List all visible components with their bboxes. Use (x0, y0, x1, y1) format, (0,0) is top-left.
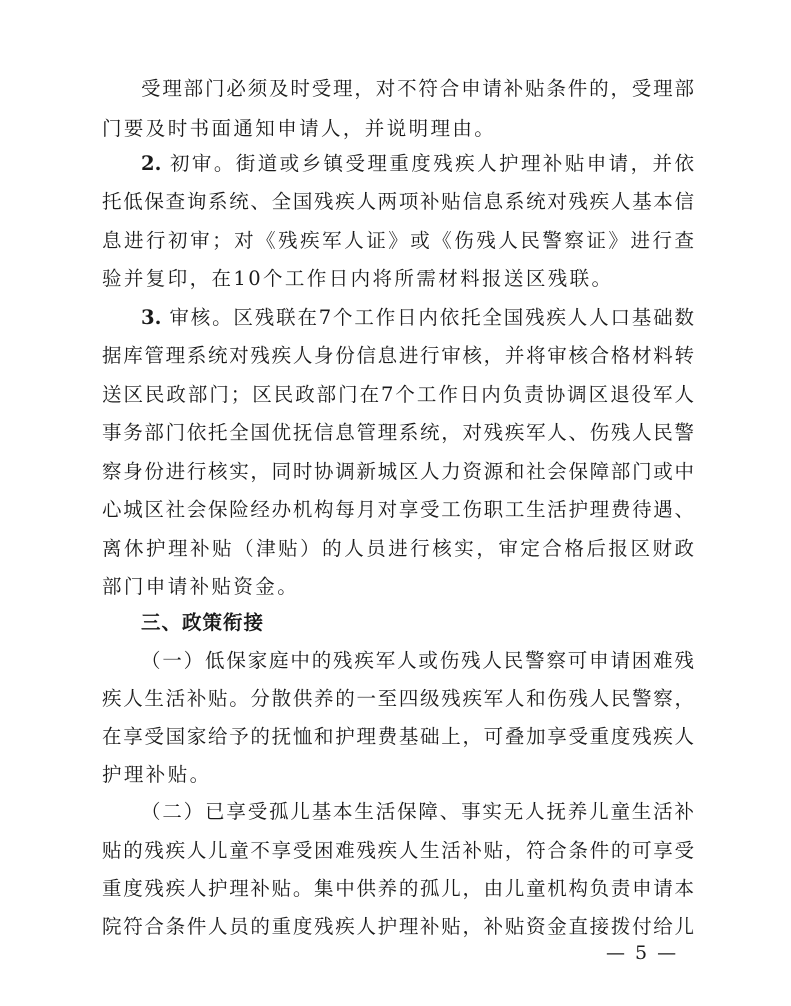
paragraph-line: 离休护理补贴（津贴）的人员进行核实，审定合格后报区财政 (102, 537, 694, 560)
paragraph-line: 心城区社会保险经办机构每月对享受工伤职工生活护理费待遇、 (102, 498, 694, 521)
section-heading: 三、政策衔接 (141, 611, 265, 634)
paragraph-line: 在享受国家给予的抚恤和护理费基础上，可叠加享受重度残疾人 (102, 725, 694, 748)
paragraph-line: 疾人生活补贴。分散供养的一至四级残疾军人和伤残人民警察， (102, 687, 694, 710)
paragraph-line: 验并复印，在10个工作日内将所需材料报送区残联。 (102, 267, 614, 290)
paragraph-line: （一）低保家庭中的残疾军人或伤残人民警察可申请困难残 (141, 649, 694, 672)
paragraph-line: 重度残疾人护理补贴。集中供养的孤儿，由儿童机构负责申请本 (102, 877, 694, 900)
paragraph-line: 受理部门必须及时受理，对不符合申请补贴条件的，受理部 (141, 77, 694, 100)
item-number: 3. (141, 306, 162, 329)
paragraph-line: 部门申请补贴资金。 (102, 575, 300, 598)
item-number: 2. (141, 152, 162, 175)
paragraph-line: （二）已享受孤儿基本生活保障、事实无人抚养儿童生活补 (141, 800, 694, 823)
paragraph-line: 护理补贴。 (102, 763, 212, 786)
paragraph-line: 院符合条件人员的重度残疾人护理补贴，补贴资金直接拨付给儿 (102, 915, 694, 938)
paragraph-line: 贴的残疾人儿童不享受困难残疾人生活补贴，符合条件的可享受 (102, 839, 694, 862)
paragraph-line: 门要及时书面通知申请人，并说明理由。 (102, 117, 497, 140)
paragraph-line: 察身份进行核实，同时协调新城区人力资源和社会保障部门或中 (102, 460, 694, 483)
paragraph-line: 送区民政部门；区民政部门在7个工作日内负责协调区退役军人 (102, 383, 694, 406)
paragraph-line: 息进行初审；对《残疾军人证》或《伤残人民警察证》进行查 (102, 229, 694, 252)
paragraph-line: 2. 初审。街道或乡镇受理重度残疾人护理补贴申请，并依 (141, 152, 694, 175)
page-number: — 5 — (606, 942, 679, 964)
paragraph-line: 3. 审核。区残联在7个工作日内依托全国残疾人人口基础数 (141, 306, 694, 329)
paragraph-line: 托低保查询系统、全国残疾人两项补贴信息系统对残疾人基本信 (102, 190, 694, 213)
paragraph-line: 据库管理系统对残疾人身份信息进行审核，并将审核合格材料转 (102, 344, 694, 367)
paragraph-line: 事务部门依托全国优抚信息管理系统，对残疾军人、伤残人民警 (102, 421, 694, 444)
